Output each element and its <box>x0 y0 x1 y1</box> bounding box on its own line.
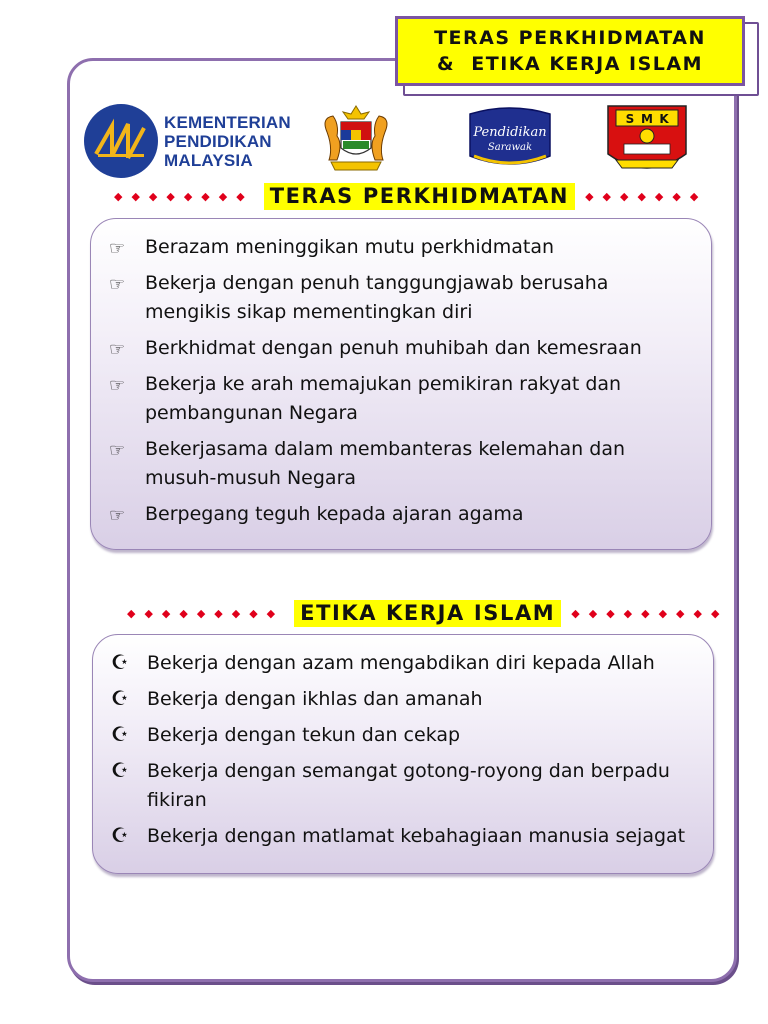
list-item: ☪ Bekerja dengan semangat gotong-royong dan berpadu fikiran <box>111 758 670 811</box>
diamond-divider-left-icon: ◆◆◆◆◆◆◆◆◆ <box>127 607 285 620</box>
kpm-logo <box>84 104 291 178</box>
list-item: ☞ Bekerjasama dalam membanteras kelemahan dan musuh-musuh Negara <box>109 438 626 489</box>
diamond-divider-right-icon: ◆◆◆◆◆◆◆◆◆ <box>571 607 729 620</box>
crescent-star-icon: ☪ <box>111 758 129 782</box>
logo-row <box>84 100 704 180</box>
etika-list <box>107 649 699 858</box>
list-item: ☪ Bekerja dengan tekun dan cekap <box>107 721 699 750</box>
pendidikan-sarawak-logo <box>466 106 554 172</box>
sarawak-logo-word-1: Pendidikan <box>473 125 547 140</box>
crescent-star-icon: ☪ <box>111 823 129 847</box>
smk-letter-k: K <box>659 112 669 126</box>
sarawak-logo-word-2: Sarawak <box>487 142 533 153</box>
kpm-emblem-icon <box>84 104 158 178</box>
pointing-hand-icon: ☞ <box>109 375 126 396</box>
etika-section-heading <box>127 600 728 627</box>
banner-line-1: TERAS PERKHIDMATAN <box>434 27 706 49</box>
pointing-hand-icon: ☞ <box>109 505 126 526</box>
pointing-hand-icon: ☞ <box>109 238 126 259</box>
list-item: ☪ Bekerja dengan ikhlas dan amanah <box>107 685 699 714</box>
pointing-hand-icon: ☞ <box>109 274 126 295</box>
smk-letter-m: M <box>641 112 653 126</box>
kpm-logo-text: KEMENTERIAN PENDIDIKAN MALAYSIA <box>164 112 291 170</box>
diamond-divider-right-icon: ◆◆◆◆◆◆◆ <box>585 190 708 203</box>
list-item: ☞ Berazam meninggikan mutu perkhidmatan <box>105 233 697 262</box>
etika-box <box>92 634 714 874</box>
teras-list <box>105 233 697 536</box>
list-item: ☞ Bekerja dengan penuh tanggungjawab berusaha mengikis sikap mementingkan diri <box>109 272 609 323</box>
crescent-star-icon: ☪ <box>111 686 129 710</box>
pointing-hand-icon: ☞ <box>109 440 126 461</box>
coat-of-arms-icon <box>317 104 395 174</box>
etika-title: ETIKA KERJA ISLAM <box>294 600 561 627</box>
diamond-divider-left-icon: ◆◆◆◆◆◆◆◆ <box>114 190 254 203</box>
list-item: ☞ Berpegang teguh kepada ajaran agama <box>105 500 697 529</box>
crescent-star-icon: ☪ <box>111 650 129 674</box>
crescent-star-icon: ☪ <box>111 722 129 746</box>
list-item: ☞ Bekerja ke arah memajukan pemikiran rakyat dan pembangunan Negara <box>109 373 622 424</box>
list-item: ☪ Bekerja dengan matlamat kebahagiaan manusia sejagat <box>107 822 699 851</box>
teras-title: TERAS PERKHIDMATAN <box>264 183 575 210</box>
list-item: ☞ Berkhidmat dengan penuh muhibah dan kemesraan <box>105 334 697 363</box>
banner-line-2: & ETIKA KERJA ISLAM <box>436 53 704 75</box>
header-banner <box>395 16 753 90</box>
teras-box <box>90 218 712 550</box>
smk-school-crest-icon <box>602 102 692 178</box>
smk-letter-s: S <box>625 112 635 126</box>
teras-section-heading <box>114 183 707 210</box>
pointing-hand-icon: ☞ <box>109 339 126 360</box>
banner-title <box>395 16 745 86</box>
list-item: ☪ Bekerja dengan azam mengabdikan diri kepada Allah <box>107 649 699 678</box>
